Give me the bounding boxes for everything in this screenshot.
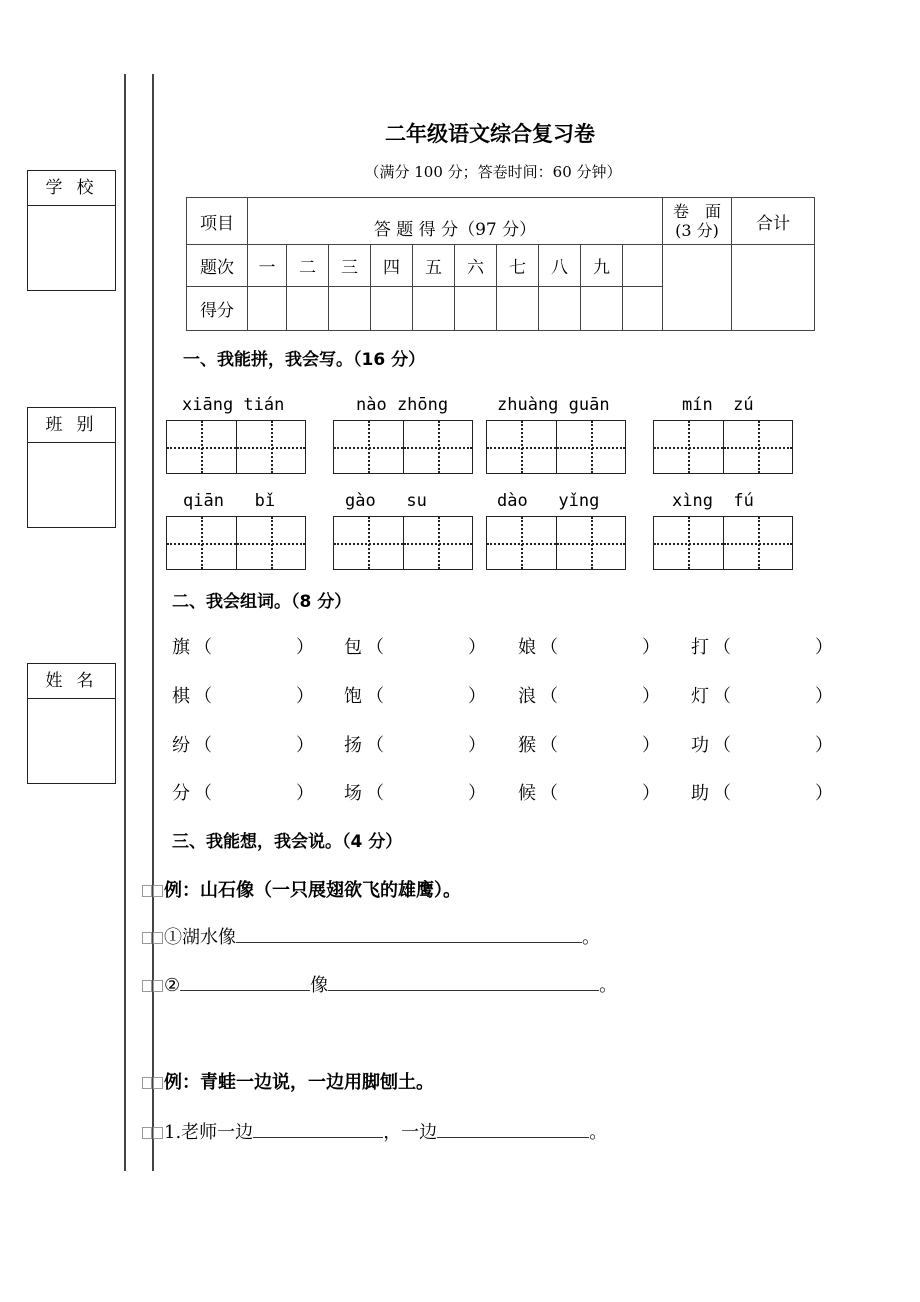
close-paren: ） (815, 637, 833, 658)
score-cell[interactable] (371, 287, 413, 331)
open-paren: （ (540, 735, 558, 756)
word-group-row (172, 731, 842, 761)
pinyin-label: gào su (345, 491, 427, 511)
neatness-label: 卷 面 (672, 202, 721, 221)
score-cell[interactable] (539, 287, 581, 331)
open-paren: （ (366, 686, 384, 707)
pinyin-label: mín zú (682, 395, 754, 415)
section1-heading: 一、我能拼，我会写。（16 分） (183, 350, 426, 370)
name-field (27, 663, 116, 784)
open-paren: （ (713, 686, 731, 707)
open-paren: （ (194, 637, 212, 658)
score-cell[interactable] (248, 287, 287, 331)
writing-grid[interactable] (166, 516, 306, 570)
word-answer-field[interactable] (212, 731, 297, 755)
word-answer-field[interactable] (384, 731, 469, 755)
item-label: 项目 (187, 198, 248, 245)
question-number: 三 (329, 245, 371, 287)
open-paren: （ (366, 735, 384, 756)
word-answer-field[interactable] (731, 731, 816, 755)
open-paren: （ (540, 637, 558, 658)
word-group-character: 打 (691, 637, 709, 658)
placeholder-box-icon (142, 932, 152, 944)
word-answer-field[interactable] (731, 682, 816, 706)
placeholder-box-icon (142, 980, 152, 992)
name-input-area[interactable] (28, 699, 115, 784)
word-group-character: 助 (691, 783, 709, 804)
question-2 (142, 971, 617, 997)
close-paren: ） (296, 686, 314, 707)
open-paren: （ (366, 637, 384, 658)
total-score-cell[interactable] (732, 245, 815, 331)
question-number: 六 (455, 245, 497, 287)
score-cell[interactable] (413, 287, 455, 331)
section3-heading: 三、我能想，我会说。（4 分） (172, 832, 403, 852)
writing-grid[interactable] (166, 420, 306, 474)
answer-blank[interactable] (236, 924, 582, 943)
close-paren: ） (815, 735, 833, 756)
word-group-character: 分 (172, 783, 190, 804)
open-paren: （ (540, 783, 558, 804)
school-label: 学校 (28, 171, 115, 206)
pinyin-label: xìng fú (672, 491, 754, 511)
example-1 (142, 876, 461, 902)
score-cell[interactable] (581, 287, 623, 331)
word-group-character: 扬 (344, 735, 362, 756)
question-3 (142, 1118, 607, 1144)
word-group-row (172, 682, 842, 712)
close-paren: ） (468, 783, 486, 804)
word-answer-field[interactable] (384, 682, 469, 706)
answer-score-header: 答 题 得 分（97 分） (248, 198, 663, 245)
score-cell[interactable] (623, 287, 663, 331)
neatness-header (663, 198, 732, 245)
close-paren: ） (815, 783, 833, 804)
writing-grid[interactable] (333, 516, 473, 570)
class-field (27, 407, 116, 528)
writing-grid[interactable] (333, 420, 473, 474)
class-input-area[interactable] (28, 443, 115, 528)
word-group-character: 娘 (518, 637, 536, 658)
word-answer-field[interactable] (212, 779, 297, 803)
period: 。 (599, 975, 618, 996)
page-title: 二年级语文综合复习卷 (385, 122, 595, 146)
close-paren: ） (296, 735, 314, 756)
word-answer-field[interactable] (384, 633, 469, 657)
binding-line-inner (152, 74, 154, 1171)
pinyin-label: xiāng tián (182, 395, 285, 415)
placeholder-box-icon (153, 1077, 163, 1089)
question-number (623, 245, 663, 287)
open-paren: （ (540, 686, 558, 707)
word-answer-field[interactable] (558, 731, 643, 755)
period: 。 (589, 1122, 608, 1143)
class-label: 班别 (28, 408, 115, 443)
exam-info: （满分 100 分；答卷时间：60 分钟） (364, 163, 622, 181)
open-paren: （ (713, 783, 731, 804)
score-cell[interactable] (287, 287, 329, 331)
answer-blank[interactable] (253, 1119, 383, 1138)
word-answer-field[interactable] (558, 633, 643, 657)
question-1-prefix: ①湖水像 (164, 927, 236, 948)
score-label: 得分 (187, 287, 248, 331)
close-paren: ） (642, 637, 660, 658)
neatness-points: (3 分) (675, 221, 719, 240)
placeholder-box-icon (153, 885, 163, 897)
example-2 (142, 1068, 434, 1094)
close-paren: ） (642, 735, 660, 756)
open-paren: （ (713, 637, 731, 658)
close-paren: ） (642, 783, 660, 804)
close-paren: ） (468, 686, 486, 707)
open-paren: （ (194, 783, 212, 804)
school-field (27, 170, 116, 291)
word-group-character: 场 (344, 783, 362, 804)
close-paren: ） (642, 686, 660, 707)
example-2-text: 例：青蛙一边说，一边用脚刨土。 (164, 1072, 434, 1093)
neatness-score-cell[interactable] (663, 245, 732, 331)
close-paren: ） (296, 783, 314, 804)
example-1-text: 例：山石像（一只展翅欲飞的雄鹰）。 (164, 880, 461, 901)
pinyin-label: nào zhōng (356, 395, 449, 415)
writing-grid[interactable] (486, 516, 626, 570)
placeholder-box-icon (142, 885, 152, 897)
close-paren: ） (296, 637, 314, 658)
question-number-label: 题次 (187, 245, 248, 287)
name-label: 姓名 (28, 664, 115, 699)
word-group-character: 包 (344, 637, 362, 658)
word-group-row (172, 633, 842, 663)
placeholder-box-icon (153, 980, 163, 992)
question-2-prefix: ② (164, 975, 181, 996)
writing-grid[interactable] (653, 420, 793, 474)
question-number: 五 (413, 245, 455, 287)
word-group-character: 旗 (172, 637, 190, 658)
word-group-character: 饱 (344, 686, 362, 707)
question-number: 二 (287, 245, 329, 287)
question-number: 一 (248, 245, 287, 287)
period: 。 (582, 927, 600, 948)
writing-grid[interactable] (486, 420, 626, 474)
open-paren: （ (366, 783, 384, 804)
school-input-area[interactable] (28, 206, 115, 291)
placeholder-box-icon (153, 932, 163, 944)
answer-blank[interactable] (180, 972, 310, 991)
word-answer-field[interactable] (384, 779, 469, 803)
section2-heading: 二、我会组词。（8 分） (172, 592, 352, 612)
question-1 (142, 923, 600, 949)
word-group-character: 纷 (172, 735, 190, 756)
question-number: 九 (581, 245, 623, 287)
score-table (186, 197, 815, 331)
open-paren: （ (194, 686, 212, 707)
word-answer-field[interactable] (731, 633, 816, 657)
score-cell[interactable] (497, 287, 539, 331)
score-cell[interactable] (455, 287, 497, 331)
question-number: 四 (371, 245, 413, 287)
word-group-character: 棋 (172, 686, 190, 707)
word-group-character: 浪 (518, 686, 536, 707)
close-paren: ） (468, 735, 486, 756)
total-header: 合计 (732, 198, 815, 245)
question-number: 八 (539, 245, 581, 287)
open-paren: （ (713, 735, 731, 756)
score-cell[interactable] (329, 287, 371, 331)
pinyin-label: zhuàng guān (497, 395, 610, 415)
pinyin-label: dào yǐng (497, 491, 600, 511)
word-group-character: 猴 (518, 735, 536, 756)
placeholder-box-icon (142, 1077, 152, 1089)
writing-grid[interactable] (653, 516, 793, 570)
close-paren: ） (468, 637, 486, 658)
word-group-character: 灯 (691, 686, 709, 707)
word-answer-field[interactable] (731, 779, 816, 803)
word-group-character: 功 (691, 735, 709, 756)
word-answer-field[interactable] (212, 633, 297, 657)
open-paren: （ (194, 735, 212, 756)
question-3-prefix: 1.老师一边 (164, 1122, 254, 1143)
question-3-mid: ，一边 (383, 1122, 438, 1143)
placeholder-box-icon (142, 1127, 152, 1139)
word-group-character: 候 (518, 783, 536, 804)
binding-line-outer (124, 74, 126, 1171)
word-answer-field[interactable] (558, 682, 643, 706)
question-2-mid: 像 (310, 975, 329, 996)
close-paren: ） (815, 686, 833, 707)
word-group-row (172, 779, 842, 809)
word-answer-field[interactable] (558, 779, 643, 803)
answer-blank[interactable] (437, 1119, 589, 1138)
answer-blank[interactable] (328, 972, 599, 991)
word-answer-field[interactable] (212, 682, 297, 706)
question-number: 七 (497, 245, 539, 287)
placeholder-box-icon (153, 1127, 163, 1139)
pinyin-label: qiān bǐ (183, 491, 276, 511)
